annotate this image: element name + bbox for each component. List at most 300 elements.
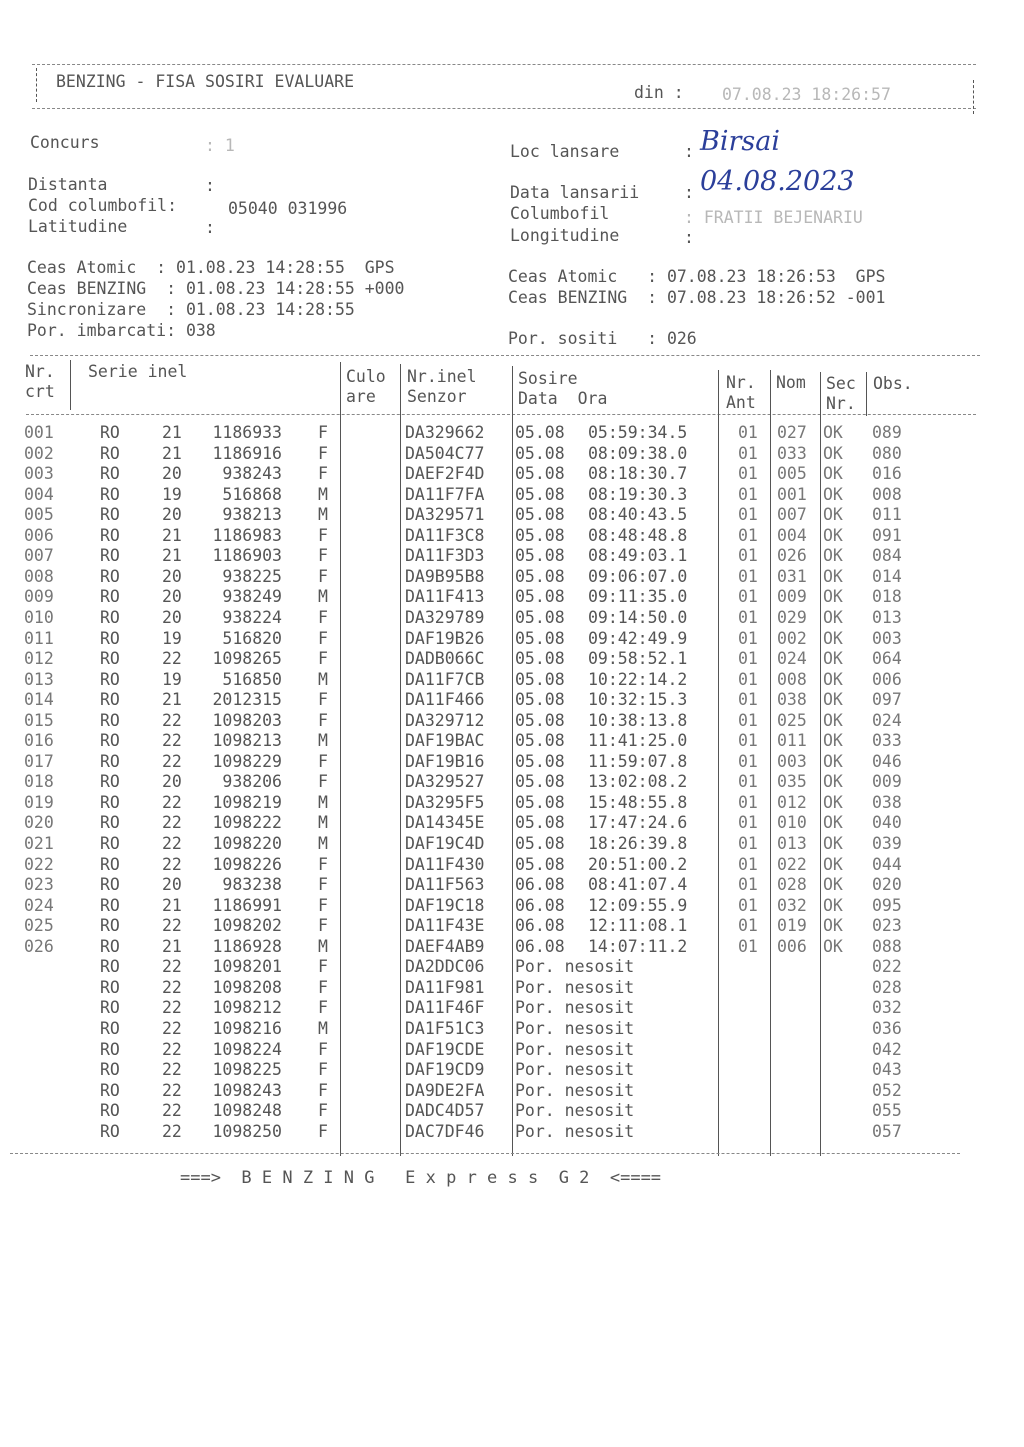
- cell-obs: 052: [872, 1080, 902, 1100]
- cell-ant: 01: [738, 792, 758, 812]
- cell-obs: 091: [872, 525, 902, 545]
- cell-ant: 01: [738, 505, 758, 525]
- table-row: [0, 505, 1024, 525]
- cell-sec: OK: [823, 690, 843, 710]
- cell-ring: 938206: [222, 772, 282, 792]
- cell-obs: 057: [872, 1121, 902, 1141]
- cell-sec: OK: [823, 731, 843, 751]
- table-row: [0, 670, 1024, 690]
- header-sec: Sec Nr.: [826, 374, 856, 413]
- cell-date: 06.08: [515, 875, 565, 895]
- cell-time: 08:48:48.8: [588, 525, 688, 545]
- cell-country: RO: [100, 649, 120, 669]
- cell-nr: 012: [24, 649, 54, 669]
- cell-year: 20: [162, 607, 182, 627]
- cell-sex: F: [318, 1121, 328, 1141]
- cell-nom: 008: [777, 669, 807, 689]
- cell-nr: 015: [24, 710, 54, 730]
- cell-sec: OK: [823, 669, 843, 689]
- cell-country: RO: [100, 464, 120, 484]
- cell-year: 19: [162, 484, 182, 504]
- cell-obs: 003: [872, 628, 902, 648]
- table-row: [0, 649, 1024, 669]
- cell-sensor: DA11F3C8: [405, 525, 485, 545]
- cell-year: 21: [162, 690, 182, 710]
- table-row: [0, 546, 1024, 566]
- table-row: [0, 587, 1024, 607]
- cell-sensor: DA329527: [405, 772, 485, 792]
- cell-time: 10:38:13.8: [588, 710, 688, 730]
- col-divider: [866, 372, 867, 416]
- cell-ring: 516868: [222, 484, 282, 504]
- cell-sex: F: [318, 464, 328, 484]
- cell-sensor: DA11F413: [405, 587, 485, 607]
- cell-sensor: DA2DDC06: [405, 957, 485, 977]
- cell-sex: F: [318, 1039, 328, 1059]
- cell-sensor: DAF19C4D: [405, 834, 485, 853]
- cell-nr: 006: [24, 525, 54, 545]
- cell-nom: 005: [777, 464, 807, 484]
- latitudine-label: Latitudine: [28, 217, 128, 236]
- cell-ring: 1098219: [212, 792, 282, 812]
- cell-nr: 025: [24, 916, 54, 936]
- cell-sec: OK: [823, 525, 843, 545]
- cell-sex: F: [318, 977, 328, 997]
- table-header-rule: [26, 414, 976, 415]
- cell-ring: 1098229: [212, 751, 282, 771]
- cod-label: Cod columbofil:: [28, 196, 178, 215]
- cell-year: 22: [162, 1018, 182, 1038]
- loc-sep: :: [684, 142, 694, 161]
- cell-obs: 033: [872, 731, 902, 751]
- cell-sex: M: [318, 669, 328, 689]
- por-imbarcati: Por. imbarcati: 038: [27, 321, 216, 340]
- cell-nr: 021: [24, 834, 54, 853]
- cell-sec: OK: [823, 546, 843, 566]
- cell-obs: 024: [872, 710, 902, 730]
- cell-time: 12:11:08.1: [588, 916, 688, 936]
- cell-sensor: DAEF4AB9: [405, 936, 485, 956]
- cell-sensor: DA329712: [405, 710, 485, 730]
- cell-time: 11:41:25.0: [588, 731, 688, 751]
- cell-country: RO: [100, 854, 120, 874]
- cell-date: Por. nesosit: [515, 1060, 635, 1080]
- cell-year: 20: [162, 772, 182, 792]
- cell-ring: 1098203: [212, 710, 282, 730]
- cell-sec: OK: [823, 628, 843, 648]
- cell-sex: M: [318, 813, 328, 833]
- cell-ring: 516820: [222, 628, 282, 648]
- data-lansarii-label: Data lansarii: [510, 183, 640, 202]
- cell-nom: 004: [777, 525, 807, 545]
- cell-date: 06.08: [515, 916, 565, 936]
- din-value: 07.08.23 18:26:57: [722, 85, 891, 104]
- cell-obs: 011: [872, 505, 902, 525]
- cell-country: RO: [100, 875, 120, 895]
- clock-left-3: Sincronizare : 01.08.23 14:28:55: [27, 300, 355, 319]
- cell-ant: 01: [738, 772, 758, 792]
- cell-sensor: DA504C77: [405, 443, 485, 463]
- distanta-value: :: [205, 176, 215, 195]
- cell-obs: 088: [872, 936, 902, 956]
- table-row: [0, 423, 1024, 443]
- cell-country: RO: [100, 505, 120, 525]
- cell-obs: 028: [872, 977, 902, 997]
- cell-time: 08:41:07.4: [588, 875, 688, 895]
- cell-sec: OK: [823, 710, 843, 730]
- cell-sensor: DADC4D57: [405, 1101, 485, 1121]
- cell-ring: 1186916: [212, 443, 282, 463]
- cell-time: 09:58:52.1: [588, 649, 688, 669]
- cell-country: RO: [100, 423, 120, 442]
- cell-sex: F: [318, 423, 328, 442]
- cell-nom: 002: [777, 628, 807, 648]
- cell-nr: 005: [24, 505, 54, 525]
- cell-time: 20:51:00.2: [588, 854, 688, 874]
- cell-sec: OK: [823, 936, 843, 956]
- cell-sec: OK: [823, 854, 843, 874]
- cod-value: 05040 031996: [228, 199, 348, 218]
- cell-sex: F: [318, 546, 328, 566]
- cell-sec: OK: [823, 443, 843, 463]
- header-senzor: Nr.inel Senzor: [407, 367, 477, 406]
- cell-ring: 938225: [222, 566, 282, 586]
- cell-sex: M: [318, 505, 328, 525]
- cell-sec: OK: [823, 875, 843, 895]
- cell-nom: 027: [777, 423, 807, 442]
- cell-nom: 024: [777, 649, 807, 669]
- cell-sex: F: [318, 1060, 328, 1080]
- cell-sensor: DADB066C: [405, 649, 485, 669]
- cell-obs: 018: [872, 587, 902, 607]
- cell-obs: 080: [872, 443, 902, 463]
- cell-sensor: DAC7DF46: [405, 1121, 485, 1141]
- cell-date: 06.08: [515, 936, 565, 956]
- cell-ant: 01: [738, 710, 758, 730]
- cell-country: RO: [100, 977, 120, 997]
- header-sosire: Sosire Data Ora: [518, 369, 608, 408]
- cell-ring: 1098265: [212, 649, 282, 669]
- cell-obs: 016: [872, 464, 902, 484]
- cell-ring: 1098202: [212, 916, 282, 936]
- cell-nr: 026: [24, 936, 54, 956]
- cell-ring: 938243: [222, 464, 282, 484]
- cell-country: RO: [100, 443, 120, 463]
- cell-sensor: DA11F981: [405, 977, 485, 997]
- cell-obs: 064: [872, 649, 902, 669]
- cell-sensor: DA329662: [405, 423, 485, 442]
- cell-ring: 1098208: [212, 977, 282, 997]
- cell-year: 22: [162, 751, 182, 771]
- cell-nr: 008: [24, 566, 54, 586]
- cell-time: 12:09:55.9: [588, 895, 688, 915]
- clock-right-1: Ceas Atomic : 07.08.23 18:26:53 GPS: [508, 267, 886, 286]
- cell-time: 08:09:38.0: [588, 443, 688, 463]
- cell-sec: OK: [823, 792, 843, 812]
- data-lansarii-sep: :: [684, 183, 694, 202]
- cell-obs: 006: [872, 669, 902, 689]
- table-row: [0, 1040, 1024, 1060]
- cell-date: 05.08: [515, 566, 565, 586]
- header-culoare: Culo are: [346, 367, 386, 406]
- cell-sensor: DAEF2F4D: [405, 464, 485, 484]
- cell-year: 21: [162, 936, 182, 956]
- cell-sec: OK: [823, 916, 843, 936]
- cell-ring: 1186928: [212, 936, 282, 956]
- header-rule: [32, 108, 976, 109]
- cell-sex: F: [318, 854, 328, 874]
- table-bottom-rule: [10, 1153, 960, 1154]
- cell-date: Por. nesosit: [515, 1121, 635, 1141]
- cell-ant: 01: [738, 546, 758, 566]
- header-nr-crt: Nr. crt: [25, 362, 55, 401]
- cell-sensor: DA11F46F: [405, 998, 485, 1018]
- cell-ring: 1098213: [212, 731, 282, 751]
- columbofil-label: Columbofil: [510, 204, 610, 223]
- cell-year: 20: [162, 587, 182, 607]
- cell-year: 22: [162, 731, 182, 751]
- cell-time: 15:48:55.8: [588, 792, 688, 812]
- cell-ant: 01: [738, 669, 758, 689]
- cell-nr: 011: [24, 628, 54, 648]
- cell-country: RO: [100, 628, 120, 648]
- cell-date: 05.08: [515, 834, 565, 853]
- cell-nr: 013: [24, 669, 54, 689]
- table-row: [0, 526, 1024, 546]
- cell-sex: M: [318, 484, 328, 504]
- cell-ant: 01: [738, 751, 758, 771]
- cell-sec: OK: [823, 895, 843, 915]
- cell-nom: 029: [777, 607, 807, 627]
- cell-sensor: DA11F430: [405, 854, 485, 874]
- table-row: [0, 998, 1024, 1018]
- cell-sex: F: [318, 957, 328, 977]
- cell-time: 10:22:14.2: [588, 669, 688, 689]
- cell-ant: 01: [738, 936, 758, 956]
- cell-obs: 036: [872, 1018, 902, 1038]
- cell-ant: 01: [738, 628, 758, 648]
- cell-nom: 038: [777, 690, 807, 710]
- cell-year: 22: [162, 998, 182, 1018]
- clock-right-2: Ceas BENZING : 07.08.23 18:26:52 -001: [508, 288, 886, 307]
- table-row: [0, 629, 1024, 649]
- cell-ant: 01: [738, 834, 758, 853]
- cell-ant: 01: [738, 813, 758, 833]
- cell-obs: 038: [872, 792, 902, 812]
- cell-nom: 033: [777, 443, 807, 463]
- table-row: [0, 1122, 1024, 1142]
- cell-year: 22: [162, 1080, 182, 1100]
- cell-country: RO: [100, 587, 120, 607]
- cell-time: 08:49:03.1: [588, 546, 688, 566]
- table-row: [0, 444, 1024, 464]
- cell-year: 22: [162, 813, 182, 833]
- frame-left: [36, 68, 37, 102]
- cell-ring: 983238: [222, 875, 282, 895]
- cell-ring: 1186933: [212, 423, 282, 442]
- cell-date: 05.08: [515, 423, 565, 442]
- cell-date: 06.08: [515, 895, 565, 915]
- cell-nom: 025: [777, 710, 807, 730]
- cell-sec: OK: [823, 566, 843, 586]
- cell-time: 13:02:08.2: [588, 772, 688, 792]
- cell-nr: 003: [24, 464, 54, 484]
- cell-year: 20: [162, 566, 182, 586]
- cell-ant: 01: [738, 875, 758, 895]
- header-nr-ant: Nr. Ant: [726, 373, 756, 412]
- cell-obs: 013: [872, 607, 902, 627]
- cell-nom: 019: [777, 916, 807, 936]
- cell-sensor: DAF19CD9: [405, 1060, 485, 1080]
- table-row: [0, 1081, 1024, 1101]
- cell-country: RO: [100, 484, 120, 504]
- clock-left-2: Ceas BENZING : 01.08.23 14:28:55 +000: [27, 279, 405, 298]
- cell-year: 21: [162, 546, 182, 566]
- cell-country: RO: [100, 1101, 120, 1121]
- cell-year: 22: [162, 1101, 182, 1121]
- cell-year: 19: [162, 628, 182, 648]
- cell-obs: 023: [872, 916, 902, 936]
- table-row: [0, 957, 1024, 977]
- cell-time: 14:07:11.2: [588, 936, 688, 956]
- cell-ring: 1098250: [212, 1121, 282, 1141]
- cell-ant: 01: [738, 566, 758, 586]
- cell-ant: 01: [738, 854, 758, 874]
- cell-country: RO: [100, 751, 120, 771]
- cell-country: RO: [100, 710, 120, 730]
- cell-date: 05.08: [515, 710, 565, 730]
- cell-sec: OK: [823, 751, 843, 771]
- col-divider: [70, 360, 71, 410]
- cell-nr: 010: [24, 607, 54, 627]
- cell-year: 21: [162, 423, 182, 442]
- cell-sex: F: [318, 1080, 328, 1100]
- cell-ring: 1098224: [212, 1039, 282, 1059]
- table-row: [0, 937, 1024, 957]
- cell-ring: 1098225: [212, 1060, 282, 1080]
- cell-sensor: DA1F51C3: [405, 1018, 485, 1038]
- cell-ant: 01: [738, 443, 758, 463]
- cell-ring: 1098212: [212, 998, 282, 1018]
- cell-sensor: DA9B95B8: [405, 566, 485, 586]
- cell-country: RO: [100, 690, 120, 710]
- cell-year: 22: [162, 977, 182, 997]
- cell-nom: 009: [777, 587, 807, 607]
- cell-date: Por. nesosit: [515, 1080, 635, 1100]
- longitudine-label: Longitudine: [510, 226, 620, 245]
- table-row: [0, 772, 1024, 792]
- cell-sensor: DA329789: [405, 607, 485, 627]
- cell-sex: F: [318, 772, 328, 792]
- table-row: [0, 855, 1024, 875]
- cell-date: 05.08: [515, 669, 565, 689]
- cell-sensor: DAF19C18: [405, 895, 485, 915]
- din-label: din :: [634, 83, 684, 102]
- cell-ring: 1186983: [212, 525, 282, 545]
- cell-date: 05.08: [515, 587, 565, 607]
- cell-sensor: DA14345E: [405, 813, 485, 833]
- cell-sex: F: [318, 895, 328, 915]
- cell-country: RO: [100, 936, 120, 956]
- cell-time: 08:19:30.3: [588, 484, 688, 504]
- cell-time: 05:59:34.5: [588, 423, 688, 442]
- table-row: [0, 1060, 1024, 1080]
- table-row: [0, 1019, 1024, 1039]
- cell-nr: 022: [24, 854, 54, 874]
- cell-date: 05.08: [515, 772, 565, 792]
- cell-sex: F: [318, 751, 328, 771]
- cell-country: RO: [100, 607, 120, 627]
- cell-obs: 042: [872, 1039, 902, 1059]
- cell-time: 10:32:15.3: [588, 690, 688, 710]
- cell-sensor: DA11F563: [405, 875, 485, 895]
- cell-date: 05.08: [515, 443, 565, 463]
- cell-nr: 020: [24, 813, 54, 833]
- cell-sex: M: [318, 792, 328, 812]
- cell-year: 22: [162, 916, 182, 936]
- cell-date: 05.08: [515, 649, 565, 669]
- cell-country: RO: [100, 1080, 120, 1100]
- cell-year: 20: [162, 464, 182, 484]
- cell-sec: OK: [823, 813, 843, 833]
- cell-date: 05.08: [515, 505, 565, 525]
- cell-nom: 013: [777, 834, 807, 853]
- table-row: [0, 978, 1024, 998]
- cell-date: 05.08: [515, 607, 565, 627]
- cell-time: 08:18:30.7: [588, 464, 688, 484]
- cell-date: 05.08: [515, 525, 565, 545]
- cell-sensor: DA3295F5: [405, 792, 485, 812]
- cell-ring: 1098243: [212, 1080, 282, 1100]
- cell-country: RO: [100, 998, 120, 1018]
- cell-country: RO: [100, 813, 120, 833]
- cell-date: Por. nesosit: [515, 977, 635, 997]
- cell-time: 09:42:49.9: [588, 628, 688, 648]
- clock-left-1: Ceas Atomic : 01.08.23 14:28:55 GPS: [27, 258, 395, 277]
- cell-nom: 007: [777, 505, 807, 525]
- cell-year: 22: [162, 1121, 182, 1141]
- cell-date: 05.08: [515, 813, 565, 833]
- table-row: [0, 1101, 1024, 1121]
- cell-country: RO: [100, 546, 120, 566]
- cell-country: RO: [100, 834, 120, 853]
- cell-ant: 01: [738, 464, 758, 484]
- cell-sensor: DAF19CDE: [405, 1039, 485, 1059]
- cell-date: Por. nesosit: [515, 998, 635, 1018]
- cell-obs: 044: [872, 854, 902, 874]
- cell-date: 05.08: [515, 792, 565, 812]
- cell-date: 05.08: [515, 484, 565, 504]
- concurs-value: : 1: [205, 136, 235, 155]
- cell-ring: 2012315: [212, 690, 282, 710]
- table-row: [0, 916, 1024, 936]
- cell-time: 08:40:43.5: [588, 505, 688, 525]
- cell-date: Por. nesosit: [515, 1039, 635, 1059]
- cell-nr: 001: [24, 423, 54, 442]
- cell-country: RO: [100, 669, 120, 689]
- header-serie: Serie inel: [88, 362, 188, 381]
- cell-nr: 002: [24, 443, 54, 463]
- cell-nr: 014: [24, 690, 54, 710]
- cell-sex: M: [318, 587, 328, 607]
- cell-sec: OK: [823, 505, 843, 525]
- table-row: [0, 731, 1024, 751]
- cell-obs: 040: [872, 813, 902, 833]
- cell-sec: OK: [823, 834, 843, 853]
- page-title: BENZING - FISA SOSIRI EVALUARE: [56, 72, 355, 91]
- cell-obs: 055: [872, 1101, 902, 1121]
- cell-date: 05.08: [515, 546, 565, 566]
